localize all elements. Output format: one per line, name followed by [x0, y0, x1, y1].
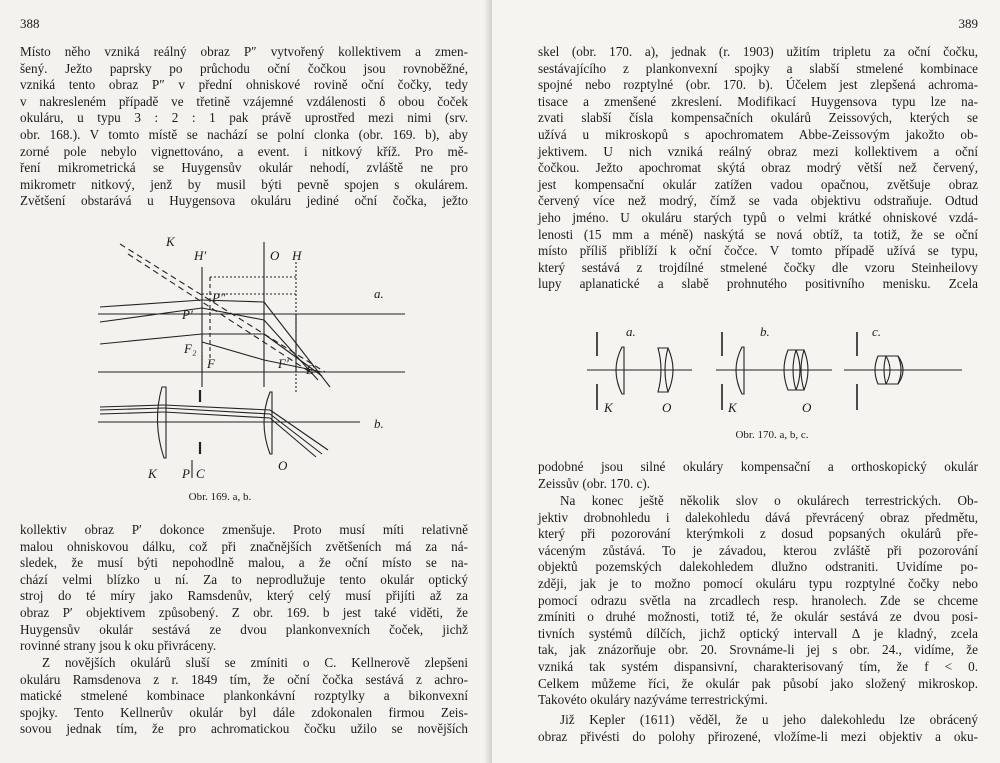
label-b: b.: [374, 416, 384, 431]
left-paragraph-3: [20, 655, 468, 738]
text-line: který při pozorování kterýmkoli z dosud popsaných okulárů pře-: [538, 526, 978, 542]
left-page: [0, 0, 492, 763]
page-number-right: 389: [958, 16, 978, 31]
text-line: lupy aplanatické a slabě prohnutého positivního menisku. Zcela: [538, 276, 978, 292]
right-paragraph-4: [538, 712, 978, 745]
text-line: matické stmelené kombinace plankonkávní rozptylky a bikonvexní: [20, 688, 468, 704]
text-line: vzniká tento obraz P″ v přední ohniskové rovině oční čočky, tedy: [20, 77, 468, 93]
figure-170: [582, 322, 972, 447]
text-line: skel (obr. 170. a), jednak (r. 1903) užitím tripletu za oční čočku,: [538, 44, 978, 59]
text-line: Takovéto okuláry nazýváme terrestrickými.: [538, 692, 768, 708]
text-line: vzniká tak systém dispansivní, charakterisovaný tím, že f < 0.: [538, 658, 978, 674]
text-line: jektiv drobnohledu i dalekohledu dává převrácený obraz předmětu,: [538, 509, 978, 525]
ray-b8: [270, 414, 322, 454]
text-line: Již Kepler (1611) věděl, že u jeho dalekohledu lze obrácený: [560, 712, 978, 727]
figure-169-caption: Obr. 169. a, b.: [188, 491, 252, 503]
text-line: chází velmi blízko u ní. Za to neprodlužuje tento okulár optický: [20, 571, 468, 587]
label-H1: H′: [194, 248, 207, 263]
label-170a: a.: [626, 324, 636, 339]
label-170b: b.: [760, 324, 770, 339]
text-line: lenosti (15 mm a méně) naskýtá se nová obtíž, ta totiž, že se oční: [538, 226, 978, 242]
text-line: váceným zůstává. To je závadou, kterou zvláště při pozorování: [538, 542, 978, 558]
text-line: objektů pozemských dalekohledem dlužno odstraniti. Uvidíme po-: [538, 559, 978, 575]
label-Ka: K: [604, 400, 613, 415]
text-line: jeho jméno. U okuláru starých typů o velmi krátké ohniskové vzdá-: [538, 209, 978, 225]
text-line: místo příliš přiblíží k oční čočce. V tomto případě užívá se typu,: [538, 243, 978, 259]
label-Kb: K: [728, 400, 737, 415]
label-C: C: [196, 466, 205, 481]
label-F: F: [207, 356, 215, 371]
text-line: Místo něho vzniká reálný obraz P″ vytvořený kollektivem a zmen-: [20, 44, 468, 59]
text-line: Zeissův (obr. 170. c).: [538, 475, 651, 491]
figure-170-caption: Obr. 170. a, b, c.: [735, 429, 809, 441]
ray-1: [100, 300, 202, 307]
text-line: tak, jak znázorňuje obr. 20. Srovnáme-li jej s obr. 24., vidíme, že: [538, 642, 978, 658]
text-line: červený více než modrý, čímž se vada objektivu odstraňuje. Odtud: [538, 193, 978, 209]
text-line: Na konec ještě několik slov o okulárech terrestrických. Ob-: [560, 493, 978, 508]
text-line: užívá u mikroskopů s apochromatem Abbe-Zeissovým jakožto ob-: [538, 126, 978, 142]
text-line: tisace a zmenšené zkreslení. Modifikací Huygensova typu lze na-: [538, 93, 978, 109]
text-line: obraz P′ objektivem způsobený. Z obr. 169. b jest také viděti, že: [20, 604, 468, 620]
label-P: P: [182, 466, 190, 481]
text-line: Celkem můžeme říci, že okulár pak působí jako složený mikroskop.: [538, 675, 978, 691]
text-line: obr. 168.). V tomto místě se nachází se polní clonka (obr. 169. b), aby: [20, 126, 468, 142]
left-paragraph-2: [20, 522, 468, 655]
label-H: H: [292, 248, 302, 263]
right-page: [492, 0, 1000, 763]
right-paragraph-1: [538, 44, 978, 293]
text-line: v nakresleném případě ve třetině vzájemné vzdálenosti δ obou čoček: [20, 93, 468, 109]
text-line: šený. Ježto paprsky po průchodu oční čočkou jsou rovnoběžné,: [20, 60, 468, 76]
text-line: zmíniti o druhé možnosti, totiž té, že okulár sestává ze dvou posi-: [538, 609, 978, 625]
ray-b3: [100, 412, 164, 414]
text-line: tivních systémů dílčích, jichž optický intervall Δ je kladný, zcela: [538, 625, 978, 641]
text-line: jest kompensační okulár zatížen vadou opačnou, zvětšuje obraz: [538, 176, 978, 192]
right-paragraph-3: [538, 493, 978, 709]
right-paragraph-2: [538, 459, 978, 492]
label-O: O: [270, 248, 280, 263]
text-line: obraz přivésti do polohy přirozené, vložíme-li mezi objektiv a oku-: [538, 728, 978, 744]
text-line: čočkou. Ježto apochromat skýtá obraz modrý větší než červený,: [538, 160, 978, 176]
text-line: Z novějších okulárů sluší se zmíniti o C. Kellnerově zlepšeni: [42, 655, 468, 670]
text-line: ření mikrometrická se Huygensův okulár nehodí, zvláště ne pro: [20, 160, 468, 176]
text-line: spojky. Tento Kellnerův okulár byl dále zdokonalen firmou Zeis-: [20, 704, 468, 720]
text-line: zvati slabší čísla kompensačních okulárů Zeissových, kterých se: [538, 110, 978, 126]
label-F1: F′: [278, 356, 289, 371]
text-line: Huygensův okulár sestává ze dvou plankonvexních čoček, jichž: [20, 621, 468, 637]
text-line: malou ohniskovou dálku, což při značnějších zvětšeních má za ná-: [20, 538, 468, 554]
text-line: mikrometr nitkový, jenž by musil býti pevně spojen s okulárem.: [20, 176, 468, 192]
text-line: rovinné strany jsou k oku přivráceny.: [20, 638, 217, 654]
text-line: spojné nebo rozptylné (obr. 170. b). Účelem jest zlepšená achroma-: [538, 77, 978, 93]
label-E: E: [306, 362, 314, 377]
text-line: sovou jednak tím, že pro achromatickou čočku užilo se novějších: [20, 721, 468, 737]
left-paragraph-1: [20, 44, 468, 210]
text-line: podobné jsou silné okuláry kompensační a orthoskopický okulár: [538, 459, 978, 474]
dashed-ray-2: [128, 254, 310, 372]
label-K: K: [166, 234, 175, 249]
label-P2: P″: [212, 290, 226, 305]
text-line: zději, jak je to možno pomocí okuláru typu rozptylné čočky nebo: [538, 575, 978, 591]
label-Oa: O: [662, 400, 672, 415]
label-170c: c.: [872, 324, 882, 339]
text-line: okuláru, u typu 3 : 2 : 1 pak právě uprostřed mezi nimi (srv.: [20, 110, 468, 126]
text-line: okuláru Ramsdenova z r. 1849 tím, že oční čočka sestává z achro-: [20, 671, 468, 687]
label-Kb: K: [148, 466, 157, 481]
figure-169: [60, 222, 460, 522]
ray-b1: [100, 405, 164, 407]
text-line: který sestává z trojdílné stmelené čočky dle vzoru Steinheilovy: [538, 259, 978, 275]
label-Ob: O: [802, 400, 812, 415]
label-Ob: O: [278, 458, 288, 473]
text-line: pomocí odrazu světla na zrcadlech resp. hranolech. Zde se chceme: [538, 592, 978, 608]
page-number-left: 388: [20, 16, 40, 31]
text-line: Zvětšení obstarává u Huygensova okuláru jediné oční čočka, ježto: [20, 193, 468, 209]
label-a: a.: [374, 286, 384, 301]
text-line: sledek, že musí býti nepohodlně malou, a že oční místo se na-: [20, 555, 468, 571]
ray-b7: [270, 410, 328, 450]
text-line: jektivem. U nich vzniká reálný obraz mezi kollektivem a oční: [538, 143, 978, 159]
ray-b2: [100, 408, 164, 410]
label-P1: P′: [182, 307, 193, 322]
text-line: stroj do té míry jako Ramsdenův, který celý musí přijíti až za: [20, 588, 468, 604]
text-line: sestávajícího z plankonvexní spojky a slabší stmelené kombinace: [538, 60, 978, 76]
eye-lens-shape: [264, 392, 272, 454]
text-line: kollektiv obraz P′ dokonce zmenšuje. Proto musí míti relativně: [20, 522, 468, 537]
text-line: zorné pole nebylo vignettováno, a event. i nitkový kříž. Pro mě-: [20, 143, 468, 159]
label-F2: F₂: [184, 341, 197, 356]
